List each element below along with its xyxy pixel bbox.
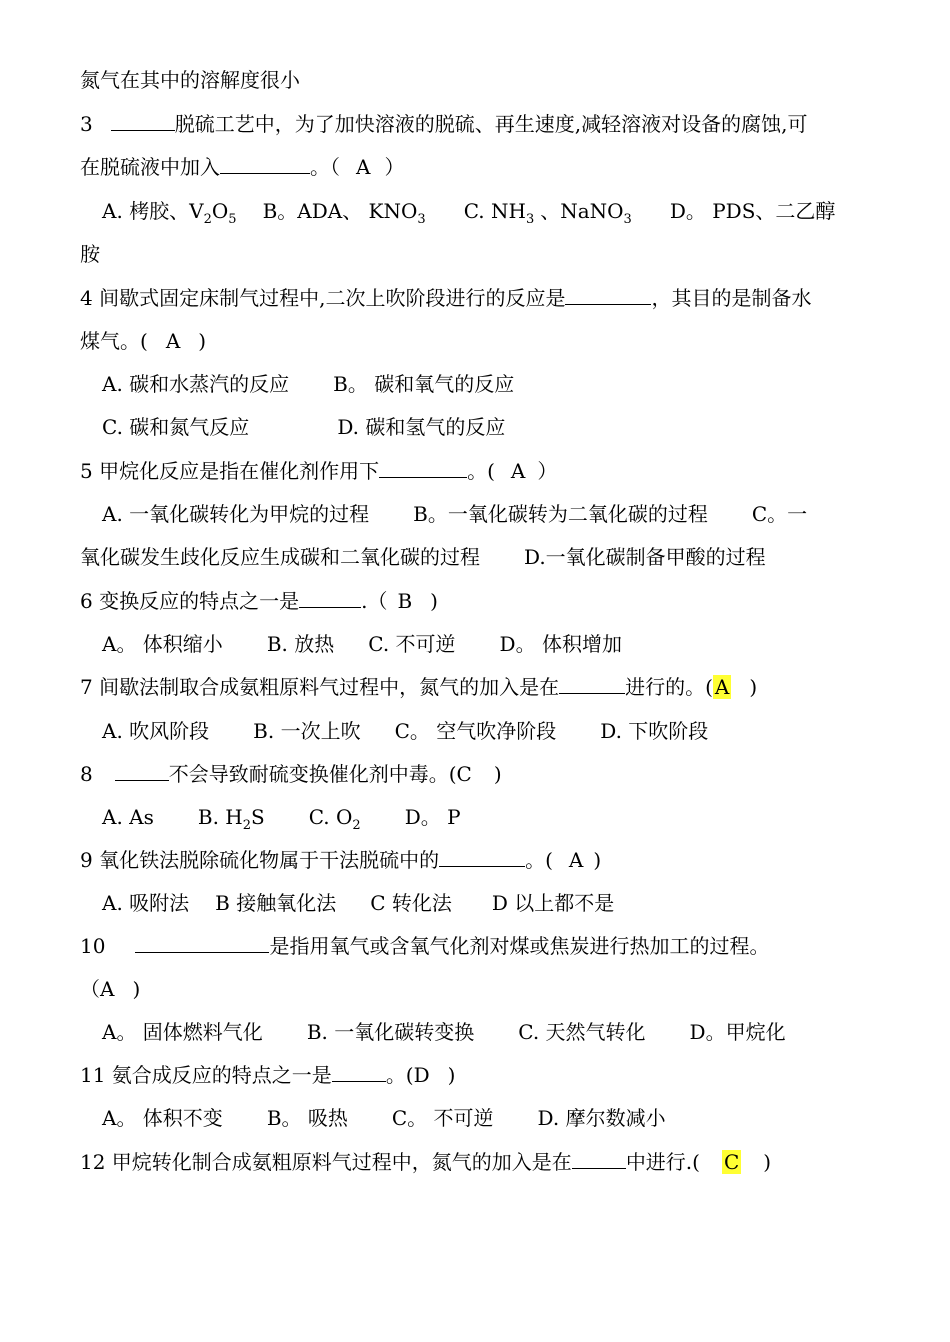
option-c: C. 碳和氮气反应: [102, 415, 250, 439]
answer-choice: A: [510, 459, 526, 483]
option-d: D。 P: [404, 805, 461, 829]
option-a: A. As: [102, 805, 154, 829]
option-c: C。 不可逆: [391, 1106, 494, 1130]
option-a: A。 体积不变: [102, 1106, 223, 1130]
option-b: B. 放热: [266, 632, 335, 656]
answer-blank: [559, 673, 625, 694]
option-d: D. 碳和氢气的反应: [337, 415, 506, 439]
option-a: A. 一氧化碳转化为甲烷的过程: [102, 502, 370, 526]
question-10-options: [102, 1018, 902, 1046]
answer-choice: A: [568, 848, 584, 872]
answer-blank: [135, 932, 269, 953]
option-c: C. 天然气转化: [518, 1020, 646, 1044]
answer-blank: [115, 760, 169, 781]
question-6-line: 6 变换反应的特点之一是 .（ B ): [80, 589, 438, 613]
answer-choice: C: [723, 1150, 740, 1174]
question-5-line: 5 甲烷化反应是指在催化剂作用下 。( A ）: [80, 459, 558, 483]
answer-blank: [572, 1148, 626, 1169]
option-b: B。 碳和氧气的反应: [333, 372, 515, 396]
option-c: C 转化法: [370, 891, 452, 915]
option-a: A。 固体燃料气化: [102, 1020, 263, 1044]
answer-choice: A: [714, 675, 730, 699]
option-d: D。 PDS、二乙醇: [669, 199, 836, 223]
question-11-options: [102, 1104, 902, 1132]
question-3-options-cont: 胺: [80, 242, 100, 266]
question-6-options: [102, 630, 902, 658]
answer-blank: [379, 457, 467, 478]
question-9-options: [102, 889, 902, 917]
option-a: A。 体积缩小: [102, 632, 223, 656]
answer-choice: A: [356, 155, 371, 179]
question-11-line: 11 氨合成反应的特点之一是 。(D ): [80, 1063, 456, 1087]
answer-blank: [565, 284, 651, 305]
question-9-line: 9 氧化铁法脱除硫化物属于干法脱硫中的 。( A ): [80, 848, 602, 872]
question-4-line-1: 4 间歇式固定床制气过程中,二次上吹阶段进行的反应是 ，其目的是制备水: [80, 286, 812, 310]
answer-choice: A: [100, 977, 115, 1001]
option-b: B. 一次上吹: [253, 719, 361, 743]
answer-blank: [439, 846, 525, 867]
answer-blank: [299, 587, 361, 608]
option-d: D.一氧化碳制备甲酸的过程: [524, 545, 766, 569]
option-b: B。一氧化碳转为二氧化碳的过程: [413, 502, 708, 526]
option-d: D。 体积增加: [499, 632, 622, 656]
question-4-options-2: [102, 413, 902, 441]
option-c: C。 空气吹净阶段: [394, 719, 557, 743]
option-c: C. $O_2$: [308, 805, 361, 833]
option-d: D。甲烷化: [689, 1020, 786, 1044]
option-b: B. $H_2S$: [197, 805, 265, 833]
option-c: C。一: [751, 502, 808, 526]
question-3-line-1: 3 脱硫工艺中，为了加快溶液的脱硫、再生速度,减轻溶液对设备的腐蚀,可: [80, 112, 808, 136]
answer-blank: [332, 1061, 386, 1082]
option-d: D. 下吹阶段: [600, 719, 709, 743]
answer-choice: B: [397, 589, 413, 613]
option-b: B。ADA、 $KNO_3$: [262, 199, 426, 227]
question-4-line-2: 煤气。( A ): [80, 329, 207, 353]
option-a: A. 碳和水蒸汽的反应: [102, 372, 290, 396]
answer-choice: C: [456, 762, 472, 786]
option-b: B. 一氧化碳转变换: [306, 1020, 475, 1044]
question-8-line: 8 不会导致耐硫变换催化剂中毒。(C ): [80, 762, 502, 786]
option-d: D 以上都不是: [491, 891, 615, 915]
text-line: 氮气在其中的溶解度很小: [80, 68, 300, 92]
question-12-line: 12 甲烷转化制合成氨粗原料气过程中，氮气的加入是在 中进行.( C ): [80, 1150, 772, 1174]
option-a: A. 栲胶、$V_2O_5$: [102, 199, 237, 227]
answer-choice: D: [413, 1063, 430, 1087]
answer-blank: [111, 110, 175, 131]
question-8-options: [102, 803, 902, 831]
question-10-line: 10 是指用氧气或含氧气化剂对煤或焦炭进行热加工的过程。: [80, 934, 770, 958]
question-3-line-2: 在脱硫液中加入 。（ A ）: [80, 155, 405, 179]
answer-choice: A: [165, 329, 181, 353]
question-3-options: [102, 197, 902, 225]
question-5-options-1: [102, 500, 902, 528]
option-a: A. 吹风阶段: [102, 719, 210, 743]
question-7-options: [102, 717, 902, 745]
answer-blank: [220, 153, 310, 174]
option-c: C. 不可逆: [368, 632, 456, 656]
option-d: D. 摩尔数减小: [537, 1106, 666, 1130]
question-7-line: 7 间歇法制取合成氨粗原料气过程中，氮气的加入是在 进行的。( A ): [80, 675, 758, 699]
question-10-line-2: （A ): [80, 977, 141, 1001]
option-a: A. 吸附法: [102, 891, 190, 915]
question-5-options-2: 氧化碳发生歧化反应生成碳和二氧化碳的过程 D.一氧化碳制备甲酸的过程: [80, 545, 766, 569]
option-b: B 接触氧化法: [215, 891, 337, 915]
option-c: C. $NH_3$ 、NaNO$_3$: [463, 199, 632, 227]
option-b: B。 吸热: [266, 1106, 348, 1130]
question-4-options-1: [102, 370, 902, 398]
